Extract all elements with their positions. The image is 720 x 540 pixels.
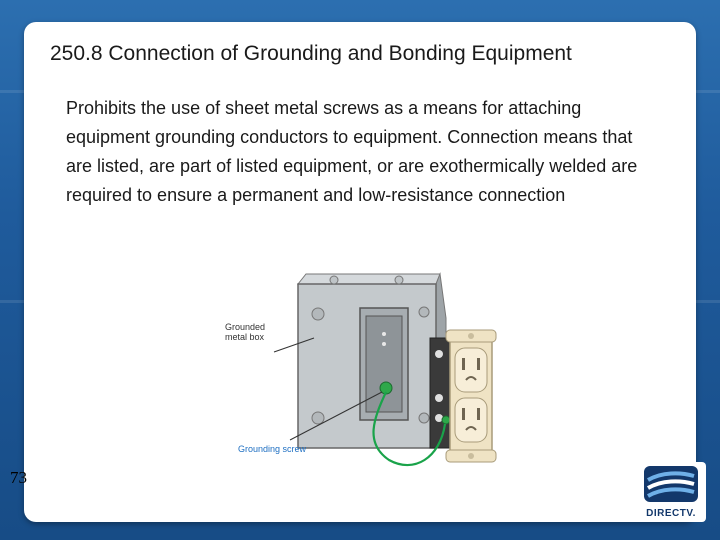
slide-title: 250.8 Connection of Grounding and Bonding Equipment [50,42,572,65]
directv-logo [636,462,706,522]
slide-card [24,22,696,522]
page-number: 73 [10,468,27,487]
slide-body-text: Prohibits the use of sheet metal screws as a means for attaching equipment grounding conductors to equipment. Connection means that are listed, are part of listed equipment, or are exothermically welded are required to ensure a permanent and low-resistance connection [66,98,638,205]
grounding-screw-label: Grounding screw [238,444,307,454]
grounding-box-illustration [214,268,504,478]
directv-wordmark: DIRECTV. [646,508,696,519]
grounded-metal-box-label: Grounded metal box [225,322,266,342]
directv-globe-icon [636,462,706,506]
